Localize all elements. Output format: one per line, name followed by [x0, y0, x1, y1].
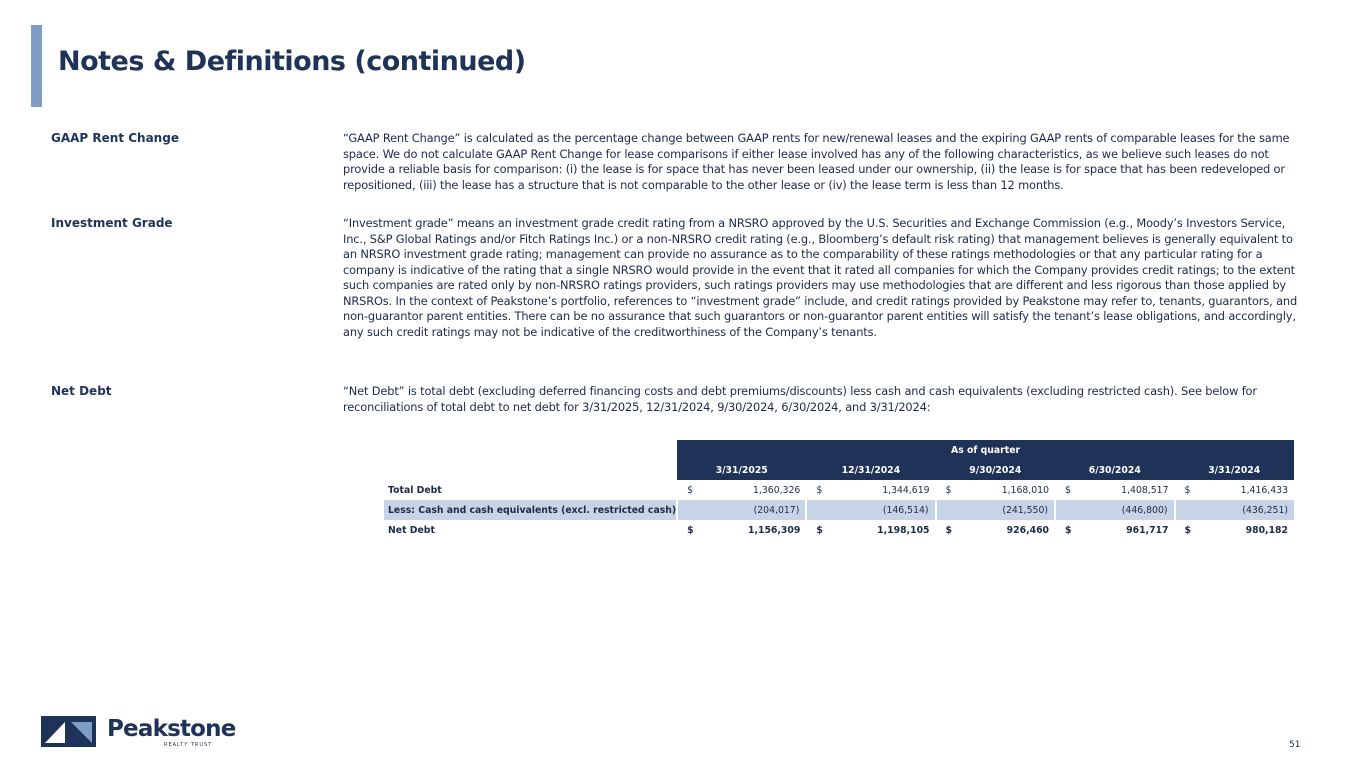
- definition-investment-grade: “Investment grade” means an investment grade credit rating from a NRSRO approved by the U.S. Securities and Exchange Commission (e.g., Moody’s Investors Service, Inc., S&P Global Ratings and/or Fitch Ratings Inc.) or a non-NRSRO credit rating (e.g., Bloomberg’s default risk rating) that management believes is generally equivalent to an NRSRO investment grade rating; management can provide no assurance as to the comparability of these ratings methodologies or that any particular rating for a company is indicative of the rating that a single NRSRO would provide in the event that it rated all companies for which the Company provides credit ratings; to the extent such companies are rated only by non-NRSRO ratings providers, such ratings providers may use methodologies that are different and less rigorous than those applied by NRSROs. In the context of Peakstone’s portfolio, references to “investment grade” include, and credit ratings provided by Peakstone may refer to, tenants, guarantors, and non-guarantor parent entities. There can be no assurance that such guarantors or non-guarantor parent entities will satisfy the tenant’s lease obligations, and accordingly, any such credit ratings may not be indicative of the creditworthiness of the Company’s tenants.: [343, 216, 1298, 339]
- table-header-blank: [384, 440, 677, 460]
- table-row-net-debt: [384, 520, 1294, 540]
- cell-value: 1,168,010: [1001, 484, 1050, 496]
- currency-symbol: [806, 500, 822, 520]
- net-debt-reconciliation-table: [384, 440, 1294, 540]
- cell-value: 1,416,433: [1240, 484, 1288, 496]
- cell-value: (146,514): [823, 500, 936, 520]
- column-header: 12/31/2024: [806, 460, 935, 480]
- table-row-total-debt: [384, 480, 1294, 500]
- table-group-header-row: [384, 440, 1294, 460]
- cell-value: 926,460: [1006, 524, 1050, 536]
- cell-value: 980,182: [1245, 524, 1288, 536]
- table-group-header: As of quarter: [677, 440, 1294, 460]
- currency-symbol: $: [1184, 484, 1191, 496]
- currency-symbol: $: [945, 524, 953, 536]
- row-label: Net Debt: [388, 524, 435, 536]
- currency-symbol: $: [1184, 524, 1191, 536]
- column-header: 9/30/2024: [936, 460, 1055, 480]
- cell-value: 1,198,105: [877, 524, 930, 536]
- cell-value: (436,251): [1191, 500, 1294, 520]
- currency-symbol: [936, 500, 952, 520]
- column-header: 6/30/2024: [1055, 460, 1174, 480]
- title-accent-bar: [31, 25, 42, 107]
- page-number: 51: [1289, 740, 1301, 750]
- currency-symbol: $: [816, 524, 823, 536]
- currency-symbol: $: [1065, 484, 1071, 496]
- column-header: 3/31/2025: [677, 460, 806, 480]
- cell-value: (241,550): [952, 500, 1055, 520]
- currency-symbol: $: [687, 524, 694, 536]
- currency-symbol: [1175, 500, 1191, 520]
- row-label: Total Debt: [388, 484, 442, 496]
- brand-name: Peakstone: [107, 716, 236, 742]
- table-header-blank: [384, 460, 677, 480]
- currency-symbol: $: [1065, 524, 1072, 536]
- cell-value: 1,360,326: [753, 484, 801, 496]
- definition-net-debt: “Net Debt” is total debt (excluding deferred financing costs and debt premiums/discounts) less cash and cash equivalents (excluding restricted cash). See below for reconciliations of total debt to net debt for 3/31/2025, 12/31/2024, 9/30/2024, 6/30/2024, and 3/31/2024:: [343, 384, 1257, 414]
- brand-subtitle: REALTY TRUST: [164, 742, 213, 748]
- peakstone-logo-icon: [41, 716, 96, 747]
- row-label: Less: Cash and cash equivalents (excl. restricted cash): [384, 500, 677, 520]
- currency-symbol: [677, 500, 693, 520]
- cell-value: (446,800): [1072, 500, 1175, 520]
- currency-symbol: [1055, 500, 1071, 520]
- cell-value: 1,408,517: [1121, 484, 1169, 496]
- table-column-header-row: [384, 460, 1294, 480]
- term-net-debt: Net Debt: [51, 384, 112, 398]
- column-header: 3/31/2024: [1175, 460, 1295, 480]
- definition-gaap-rent-change: “GAAP Rent Change” is calculated as the percentage change between GAAP rents for new/renewal leases and the expiring GAAP rents of comparable leases for the same space. We do not calculate GAAP Rent Change for lease comparisons if either lease involved has any of the following characteristics, as we believe such leases do not provide a reliable basis for comparison: (i) the lease is for space that has never been leased under our ownership, (ii) the lease is for space that has been redeveloped or repositioned, (iii) the lease has a structure that is not comparable to the other lease or (iv) the lease term is less than 12 months.: [343, 131, 1290, 192]
- page-title: Notes & Definitions (continued): [58, 46, 526, 77]
- cell-value: (204,017): [694, 500, 807, 520]
- term-gaap-rent-change: GAAP Rent Change: [51, 131, 179, 145]
- cell-value: 1,156,309: [747, 524, 801, 536]
- cell-value: 1,344,619: [882, 484, 930, 496]
- term-investment-grade: Investment Grade: [51, 216, 173, 230]
- currency-symbol: $: [945, 484, 952, 496]
- table-row-less-cash: [384, 500, 1294, 520]
- currency-symbol: $: [687, 484, 694, 496]
- currency-symbol: $: [816, 484, 823, 496]
- cell-value: 961,717: [1126, 524, 1169, 536]
